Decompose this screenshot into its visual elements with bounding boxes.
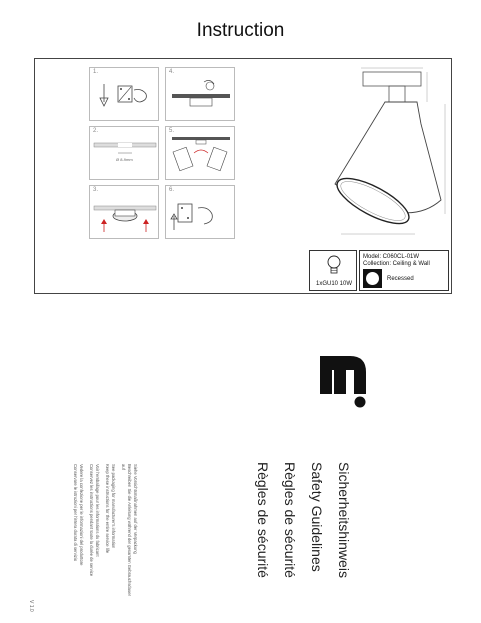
ceiling-drill-illustration [90,127,160,181]
guideline-line: Beschreiben Sie die Anleitung während der gesamten Gebrauchsdauer [127,464,132,596]
step-6-panel [165,185,235,239]
guideline-line: Conservez les instructions pendant toute la durée de service [89,464,94,577]
lamp-dimension-drawing [305,64,451,244]
brand-logo [320,356,370,408]
lamp-rotate-illustration [166,127,236,181]
heading-safety-guidelines: Safety Guidelines [309,462,325,572]
svg-text:Ø 8-9mm: Ø 8-9mm [116,157,133,162]
guideline-line: auf [121,464,126,470]
step-number: 2. [93,128,99,134]
switch-on-illustration [166,186,236,240]
heading-regles-de-securite-2: Règles de sécurité [255,462,271,578]
guideline-line: Voir l'emballage pour les informations du fabricant [95,464,100,557]
guideline-line: Siehe Vorsichtsmaßnahmen auf der Verpackung [133,464,138,554]
step-number: 4. [169,69,175,75]
guideline-line: Conservare le istruzioni per l'intera durata di servizio [73,464,78,562]
wall-box-mount-illustration [90,68,160,122]
recessed-icon [363,269,382,288]
light-bulb-icon [310,251,358,281]
version-label: V 1.0 [28,600,34,612]
page-title: Instruction [196,20,285,41]
model-info-box [359,250,449,291]
step-4-panel [165,67,235,121]
heading-sicherheitshinweis: Sicherheitshinweis [336,462,352,578]
bulb-spec-box [309,250,357,291]
step-number: 6. [169,187,175,193]
step-5-panel [165,126,235,180]
instruction-sheet [34,58,452,294]
step-number: 3. [93,187,99,193]
guideline-line: Vedere la confezione per le informazioni del produttore [79,464,84,566]
recessed-label: Recessed [387,276,414,282]
guideline-line: See packaging for manufacturer's information [111,464,116,549]
step-number: 1. [93,69,99,75]
heading-regles-de-securite: Règles de sécurité [282,462,298,578]
track-connect-illustration [166,68,236,122]
model-name: Model: C060CL-01W [363,254,420,260]
guideline-line: Keep these instructions for the entire service life [105,464,110,554]
bulb-label: 1xGU10 10W [315,281,352,287]
step-1-panel [89,67,159,121]
product-info [309,250,449,291]
step-3-panel [89,185,159,239]
step-number: 5. [169,128,175,134]
step-2-panel [89,126,159,180]
recessed-install-illustration [90,186,160,240]
collection-name: Collection: Ceiling & Wall [363,261,430,267]
